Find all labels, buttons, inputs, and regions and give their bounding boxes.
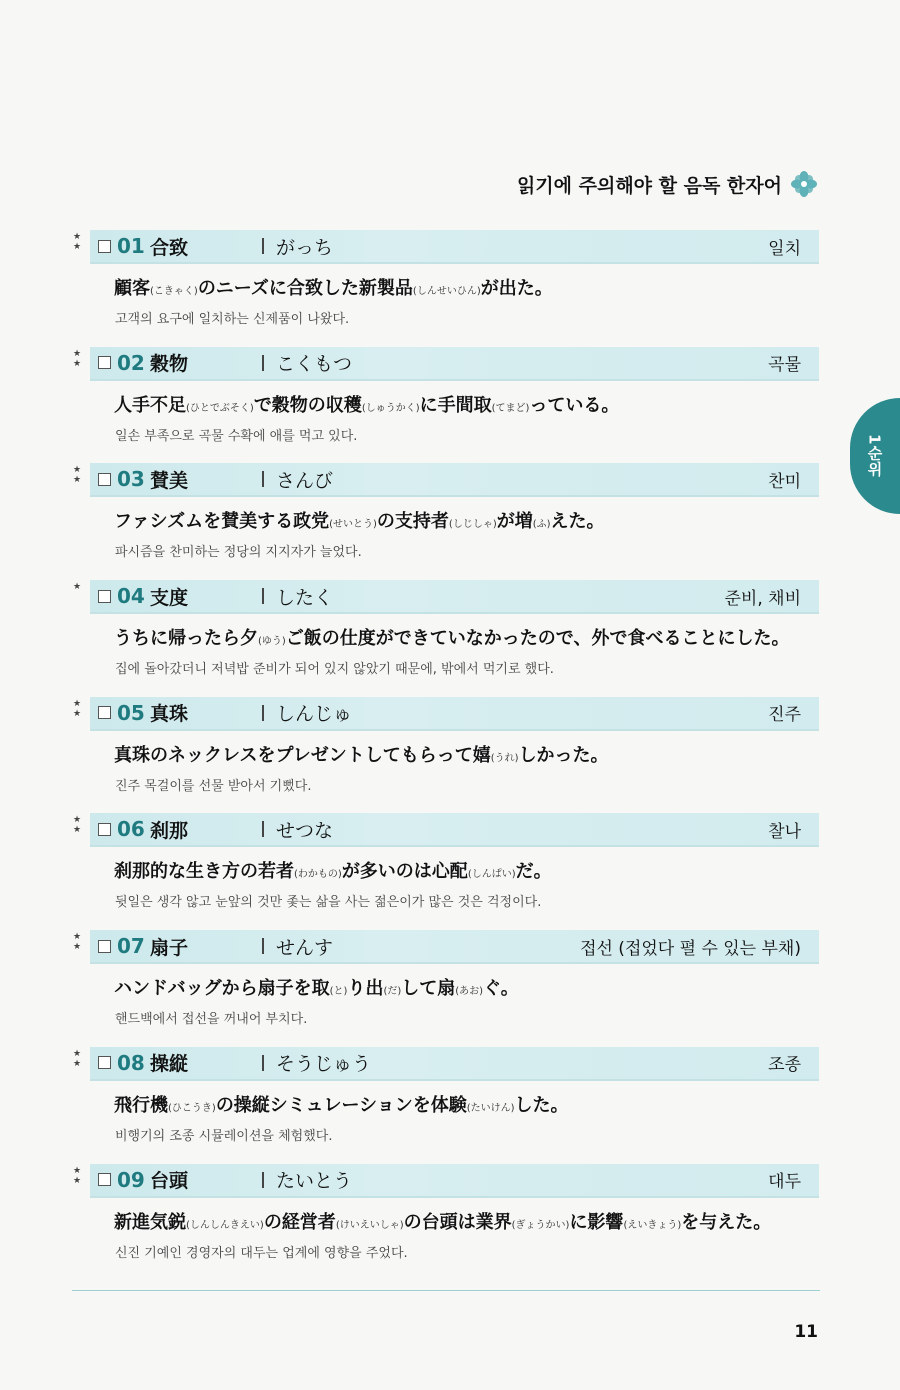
furigana: (と) [329, 986, 348, 998]
entry-reading: せつな [276, 819, 334, 842]
example-sentence [114, 274, 553, 300]
sentence-text: のニーズに合致した新製品 [197, 278, 413, 299]
entry-header-bar [90, 697, 819, 731]
entry-kanji: 穀物 [150, 353, 189, 376]
entry-reading: がっち [276, 236, 334, 259]
entry-reading: せんす [276, 936, 334, 959]
furigana: (ふ) [532, 519, 551, 531]
furigana: (たいけん) [466, 1102, 515, 1114]
furigana: (せいとう) [329, 519, 377, 531]
entry-kanji: 賛美 [150, 469, 189, 492]
example-sentence [114, 507, 605, 533]
example-translation: 비행기의 조종 시뮬레이션을 체험했다. [115, 1128, 333, 1144]
entry-meaning: 접선 (접었다 펼 수 있는 부채) [580, 938, 801, 959]
vocab-entry [68, 811, 820, 928]
example-translation: 신진 기예인 경영자의 대두는 업계에 영향을 주었다. [115, 1245, 408, 1261]
vocab-entry [68, 1045, 820, 1162]
entry-number: 06 [117, 817, 145, 842]
furigana: (しんせいひん) [412, 286, 481, 297]
sentence-text: が出た。 [480, 278, 553, 299]
entry-meaning: 대두 [768, 1172, 801, 1192]
importance-stars: ★ ★ [72, 1048, 82, 1069]
entry-meaning: 준비, 채비 [724, 588, 801, 609]
entry-meaning: 찰나 [768, 821, 801, 842]
separator [262, 588, 264, 604]
separator [262, 238, 264, 254]
entry-number: 01 [117, 234, 145, 258]
entry-number: 09 [117, 1167, 145, 1192]
entry-number: 02 [117, 350, 145, 375]
entry-kanji: 操縦 [150, 1053, 189, 1076]
example-translation: 고객의 요구에 일치하는 신제품이 나왔다. [115, 312, 350, 327]
separator [262, 471, 264, 487]
study-checkbox[interactable] [98, 823, 111, 836]
entry-reading: したく [276, 586, 334, 609]
furigana: (うれ) [490, 752, 519, 764]
sentence-text: 刹那的な生き方の若者 [114, 861, 294, 883]
entry-header-bar [90, 230, 819, 264]
importance-stars: ★ ★ [72, 1165, 82, 1186]
furigana: (わかもの) [294, 869, 342, 881]
furigana: (だ) [383, 986, 402, 998]
entry-number: 04 [117, 584, 145, 609]
chapter-side-tab [850, 398, 900, 514]
entry-meaning: 일치 [768, 238, 801, 259]
furigana: (こきゃく) [150, 286, 198, 297]
vocab-entry [68, 228, 820, 345]
example-sentence [114, 1208, 771, 1234]
furigana: (ぎょうかい) [511, 1219, 570, 1231]
sentence-text: が増 [496, 511, 533, 533]
vocab-entry [68, 695, 820, 812]
study-checkbox[interactable] [98, 1173, 111, 1186]
entry-meaning: 조종 [768, 1055, 801, 1076]
entry-header-bar [90, 1164, 819, 1198]
example-translation: 집에 돌아갔더니 저녁밥 준비가 되어 있지 않았기 때문에, 밖에서 먹기로 했다. [115, 662, 554, 678]
entry-header-bar [90, 1047, 819, 1081]
chapter-side-tab-label: 1순위 [865, 434, 884, 478]
vocab-entry [68, 578, 820, 695]
separator [262, 355, 264, 371]
example-sentence [114, 391, 619, 417]
bottom-divider [72, 1290, 820, 1291]
vocab-entry [68, 1162, 820, 1279]
sentence-text: を与えた。 [681, 1211, 772, 1233]
section-title: 읽기에 주의해야 할 음독 한자어 [516, 174, 782, 197]
sentence-text: の台頭は業界 [403, 1211, 512, 1233]
study-checkbox[interactable] [98, 706, 111, 719]
entry-number: 03 [117, 467, 145, 492]
sentence-text: 真珠のネックレスをプレゼントしてもらって嬉 [114, 744, 491, 766]
example-translation: 핸드백에서 접선을 꺼내어 부치다. [115, 1012, 308, 1028]
importance-stars: ★ ★ [72, 698, 82, 719]
example-sentence [114, 1091, 569, 1117]
entry-kanji: 合致 [150, 236, 189, 259]
furigana: (しじしゃ) [448, 519, 497, 531]
sentence-text: ご飯の仕度ができていなかったので、外で食べることにした。 [285, 628, 790, 650]
separator [262, 938, 264, 954]
furigana: (しゅうかく) [361, 402, 420, 414]
importance-stars: ★ ★ [72, 232, 82, 252]
study-checkbox[interactable] [98, 240, 111, 253]
entry-kanji: 台頭 [150, 1170, 189, 1192]
furigana: (けいえいしゃ) [335, 1219, 404, 1231]
importance-stars: ★ ★ [72, 465, 82, 486]
sentence-text: うちに帰ったら夕 [114, 628, 258, 650]
importance-stars: ★ ★ [72, 348, 82, 369]
sentence-text: っている。 [529, 394, 620, 416]
separator [262, 705, 264, 721]
study-checkbox[interactable] [98, 1056, 111, 1069]
separator [262, 821, 264, 837]
sentence-text: ぐ。 [483, 978, 519, 1000]
separator [262, 1055, 264, 1071]
entry-meaning: 찬미 [768, 471, 801, 492]
entry-reading: こくもつ [276, 353, 353, 376]
furigana: (ひとでぶそく) [186, 402, 254, 414]
vocab-entry [68, 928, 820, 1045]
page-title [517, 170, 818, 198]
entry-reading: さんび [276, 469, 334, 492]
sentence-text: に影響 [569, 1211, 624, 1233]
study-checkbox[interactable] [98, 473, 111, 486]
entry-kanji: 真珠 [150, 703, 189, 726]
vocab-entry [68, 345, 820, 462]
entry-header-bar [90, 580, 819, 614]
entry-kanji: 扇子 [150, 936, 189, 959]
entry-number: 05 [117, 700, 145, 725]
importance-stars: ★ ★ [72, 932, 82, 953]
separator [262, 1172, 264, 1188]
furigana: (てまど) [491, 402, 530, 414]
furigana: (ひこうき) [168, 1102, 216, 1114]
example-translation: 일손 부족으로 곡물 수확에 애를 먹고 있다. [115, 428, 358, 444]
study-checkbox[interactable] [98, 356, 111, 369]
entry-number: 07 [117, 934, 145, 959]
example-sentence [114, 741, 609, 767]
sentence-text: 新進気鋭 [114, 1211, 186, 1233]
example-translation: 진주 목걸이를 선물 받아서 기뻤다. [115, 778, 312, 794]
entry-meaning: 진주 [768, 705, 801, 726]
study-checkbox[interactable] [98, 940, 111, 953]
entry-header-bar [90, 463, 819, 497]
entry-header-bar [90, 930, 819, 964]
entry-reading: たいとう [276, 1170, 353, 1192]
sentence-text: 顧客 [114, 278, 150, 299]
sentence-text: えた。 [550, 511, 605, 533]
entry-kanji: 支度 [150, 586, 189, 609]
sentence-text: だ。 [515, 861, 552, 883]
sentence-text: して扇 [401, 978, 456, 1000]
study-checkbox[interactable] [98, 590, 111, 603]
vocabulary-list [68, 228, 820, 1278]
example-sentence [114, 624, 789, 650]
example-translation: 뒷일은 생각 않고 눈앞의 것만 좇는 삶을 사는 젊은이가 많은 것은 걱정이다. [115, 895, 542, 911]
sentence-text: した。 [514, 1094, 569, 1116]
example-sentence [114, 857, 552, 883]
sentence-text: ハンドバッグから扇子を取 [114, 978, 330, 1000]
sentence-text: の支持者 [376, 511, 449, 533]
furigana: (えいきょう) [623, 1219, 682, 1231]
entry-meaning: 곡물 [768, 355, 801, 376]
sentence-text: の経営者 [263, 1211, 336, 1233]
example-sentence [114, 974, 519, 1000]
entry-reading: そうじゅう [276, 1053, 372, 1076]
furigana: (しんしんきえい) [186, 1219, 264, 1231]
sentence-text: 人手不足 [114, 394, 186, 416]
importance-stars: ★ ★ [72, 815, 82, 836]
entry-header-bar [90, 813, 819, 847]
sentence-text: り出 [347, 978, 384, 1000]
sentence-text: の操縦シミュレーションを体験 [215, 1094, 467, 1116]
sentence-text: しかった。 [518, 744, 609, 766]
flower-icon [790, 170, 818, 198]
furigana: (ゆう) [258, 636, 286, 648]
sentence-text: で穀物の収穫 [253, 394, 362, 416]
vocab-entry [68, 461, 820, 578]
sentence-text: 飛行機 [114, 1094, 168, 1116]
importance-stars: ★ [72, 582, 82, 593]
entry-reading: しんじゅ [276, 703, 353, 726]
example-translation: 파시즘을 찬미하는 정당의 지지자가 늘었다. [115, 545, 362, 561]
sentence-text: ファシズムを賛美する政党 [114, 511, 330, 533]
entry-number: 08 [117, 1050, 145, 1075]
sentence-text: に手間取 [419, 394, 492, 416]
furigana: (あお) [455, 986, 484, 998]
entry-header-bar [90, 347, 819, 381]
entry-kanji: 刹那 [150, 819, 189, 842]
page-number: 11 [794, 1322, 818, 1342]
sentence-text: が多いのは心配 [341, 861, 468, 883]
furigana: (しんぱい) [467, 869, 516, 881]
